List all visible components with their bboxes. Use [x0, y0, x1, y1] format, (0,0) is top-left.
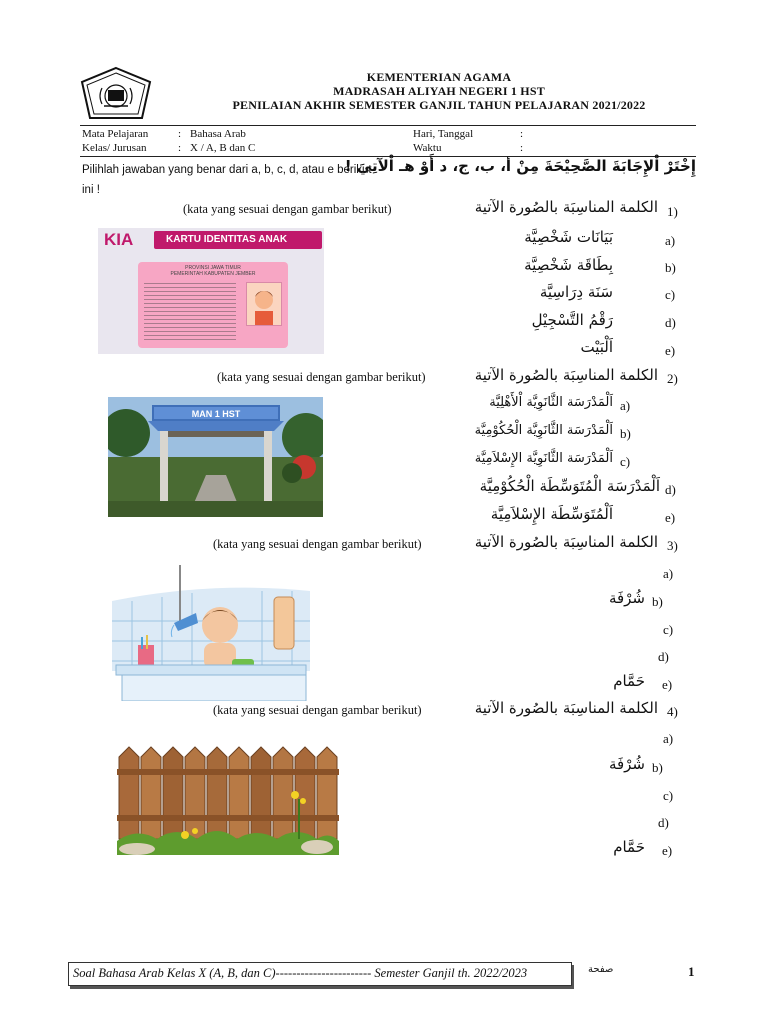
subject-value: Bahasa Arab	[190, 128, 246, 140]
q1-option-a-text: بَيَانَات شَخْصِيَّة	[524, 228, 613, 246]
ministry-logo	[80, 66, 152, 120]
class-colon: :	[178, 142, 182, 154]
q1-option-e-label: e)	[665, 343, 676, 358]
q1-option-e-text: اَلْبَيْت	[580, 338, 613, 356]
q3-bathroom-image	[112, 561, 310, 701]
q4-note: (kata yang sesuai dengan gambar berikut)	[213, 703, 422, 717]
gate-sign-text: MAN 1 HST	[191, 409, 241, 419]
footer-text: Soal Bahasa Arab Kelas X (A, B, dan C)----------------------- Semester Ganjil th. 2022/2023	[73, 966, 528, 980]
header-ministry: KEMENTERIAN AGAMA	[366, 70, 512, 84]
q4-option-b-text: شُرْفَة	[608, 755, 645, 773]
q1-option-b-text: بِطَاقَة شَخْصِيَّة	[524, 256, 613, 274]
kia-photo	[246, 282, 282, 326]
q3-option-b-label: b)	[652, 594, 663, 609]
q3-option-e-label: e)	[662, 677, 673, 692]
q3-option-e-text: حَمَّام	[613, 672, 645, 690]
q2-option-e-label: e)	[665, 510, 676, 525]
q2-note: (kata yang sesuai dengan gambar berikut)	[217, 370, 426, 384]
kia-regency: PEMERINTAH KABUPATEN JEMBER	[170, 271, 256, 277]
footer-page-number: 1	[688, 964, 695, 979]
header-exam-title: PENILAIAN AKHIR SEMESTER GANJIL TAHUN PELAJARAN 2021/2022	[232, 98, 646, 112]
q4-arabic: الكلمة المناسِبَة بالصُورة الآتية	[474, 699, 658, 717]
footer-box	[68, 962, 572, 986]
q1-kia-card-image	[98, 228, 324, 354]
q2-arabic: الكلمة المناسِبَة بالصُورة الآتية	[474, 366, 658, 384]
q3-option-c-label: c)	[663, 622, 674, 637]
q2-number: 2)	[667, 371, 678, 386]
q4-option-e-label: e)	[662, 843, 673, 858]
q1-option-a-label: a)	[665, 233, 676, 248]
q2-option-e-text: اَلْمُتَوَسِّطَة الإِسْلاَمِيَّة	[490, 505, 613, 523]
time-label: Waktu	[413, 142, 442, 154]
q2-option-b-label: b)	[620, 426, 631, 441]
q1-option-d-text: رَقْمُ التَّسْجِيْلِ	[531, 311, 613, 329]
kia-province: PROVINSI JAWA TIMUR	[185, 265, 241, 271]
q3-option-d-label: d)	[658, 649, 669, 664]
q2-option-c-text: اَلْمَدْرَسَة الثَّانَوِيَّة الإِسْلاَمِيَّة	[474, 451, 613, 466]
q4-option-d-label: d)	[658, 815, 669, 830]
q2-option-d-text: اَلْمَدْرَسَة الْمُتَوَسِّطَة الْحُكُوْمِيَّة	[479, 477, 660, 495]
q2-option-b-text: اَلْمَدْرَسَة الثَّانَوِيَّة الْحُكُوْمِيَّة	[474, 423, 613, 438]
q4-option-b-label: b)	[652, 760, 663, 775]
q3-note: (kata yang sesuai dengan gambar berikut)	[213, 537, 422, 551]
q1-arabic: الكلمة المناسِبَة بالصُورة الآتية	[474, 198, 658, 216]
q2-school-gate-image	[108, 397, 323, 517]
header-rule	[80, 125, 696, 126]
q2-option-c-label: c)	[620, 454, 631, 469]
q4-number: 4)	[667, 704, 678, 719]
day-colon: :	[520, 128, 524, 140]
q4-option-e-text: حَمَّام	[613, 838, 645, 856]
q1-option-d-label: d)	[665, 315, 676, 330]
q3-arabic: الكلمة المناسِبَة بالصُورة الآتية	[474, 533, 658, 551]
q2-option-a-label: a)	[620, 398, 631, 413]
header-school: MADRASAH ALIYAH NEGERI 1 HST	[333, 84, 545, 98]
instruction-latin-1: Pilihlah jawaban yang benar dari a, b, c, d, atau e berikut	[82, 164, 372, 176]
q1-option-c-text: سَنَة دِرَاسِيَّة	[539, 283, 613, 301]
instruction-latin-2: ini !	[82, 184, 100, 196]
instruction-arabic: إِخْتَرْ اْلإِجَابَةَ الصَّحِيْحَةَ مِنْ أ، ب، ج، د أَوْ هـ اْلآتِيَ !	[344, 157, 696, 175]
q3-option-a-label: a)	[663, 566, 674, 581]
kia-banner: KARTU IDENTITAS ANAK	[166, 234, 288, 245]
subject-colon: :	[178, 128, 182, 140]
q3-number: 3)	[667, 538, 678, 553]
class-value: X / A, B dan C	[190, 142, 256, 154]
q2-option-a-text: اَلْمَدْرَسَة الثَّانَوِيَّة اْلأَهْلِيَّة	[489, 395, 613, 410]
q2-option-d-label: d)	[665, 482, 676, 497]
footer-page-word: صفحة	[588, 964, 614, 975]
time-colon: :	[520, 142, 524, 154]
q1-number: 1)	[667, 204, 678, 219]
day-label: Hari, Tanggal	[413, 128, 474, 140]
q3-option-b-text: شُرْفَة	[608, 589, 645, 607]
q4-option-c-label: c)	[663, 788, 674, 803]
subject-label: Mata Pelajaran	[82, 128, 149, 140]
class-label: Kelas/ Jurusan	[82, 142, 147, 154]
kia-brand: KIA	[104, 230, 134, 249]
q4-fence-image	[117, 743, 339, 855]
kia-card	[138, 262, 288, 348]
q1-note: (kata yang sesuai dengan gambar berikut)	[183, 202, 392, 216]
q4-option-a-label: a)	[663, 731, 674, 746]
q1-option-b-label: b)	[665, 260, 676, 275]
q1-option-c-label: c)	[665, 287, 676, 302]
